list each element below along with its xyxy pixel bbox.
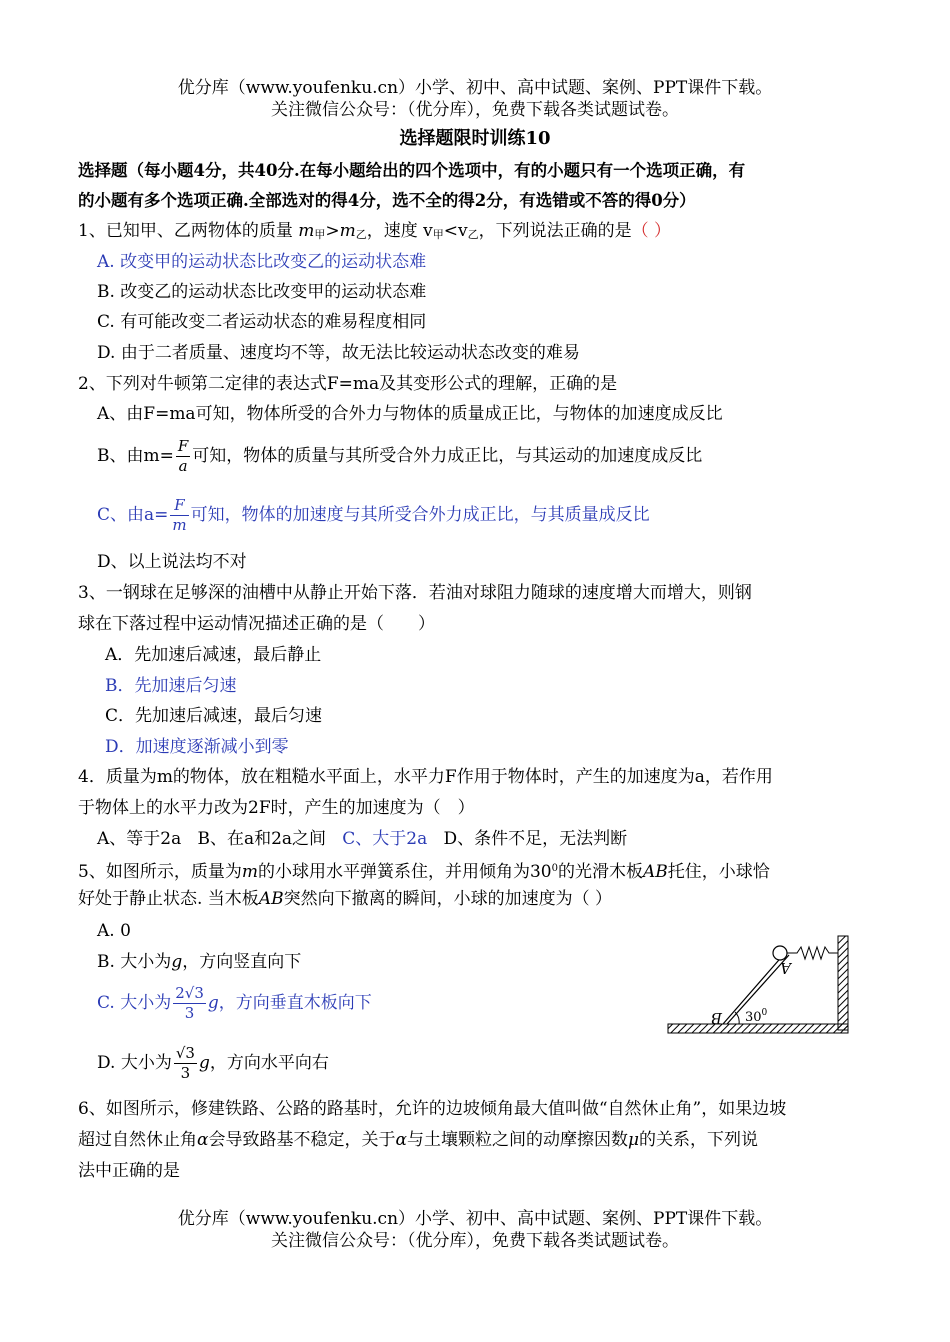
footer-line-2: 关注微信公众号：（优分库），免费下载各类试题试卷。 — [271, 1231, 679, 1251]
q2-c-fraction — [170, 496, 188, 535]
label-a: A — [780, 959, 791, 977]
q1-paren: （ ） — [631, 221, 672, 241]
q2-b-num: F — [177, 437, 189, 455]
q2-b-pre: B、由m= — [97, 446, 174, 466]
q2-c-pre: C、由a= — [97, 505, 169, 525]
q1-option-b: B. 改变乙的运动状态比改变甲的运动状态难 — [97, 282, 427, 302]
q6-line-3: 法中正确的是 — [78, 1161, 180, 1181]
q1-m2: m — [339, 221, 356, 241]
q5-l1-mid: 的小球用水平弹簧系住，并用倾角为30 — [257, 862, 552, 882]
label-b: B — [710, 1009, 722, 1027]
footer-line-1: 优分库（www.youfenku.cn）小学、初中、高中试题、案例、PPT课件下载。 — [177, 1209, 773, 1229]
q2-b-fraction — [176, 437, 190, 476]
angle-label: $30^0$ — [745, 1008, 768, 1025]
q4-option-d: D、条件不足，无法判断 — [443, 829, 628, 849]
instructions-line-2: 的小题有多个选项正确.全部选对的得4分，选不全的得2分，有选错或不答的得0分） — [78, 191, 696, 210]
q5-m: m — [241, 862, 258, 882]
q6-line-2 — [78, 1129, 758, 1151]
q6-l2-pre: 超过自然休止角 — [78, 1130, 197, 1150]
q1-sub-yi2: 乙 — [467, 228, 479, 241]
q5-c-pre: C. 大小为 — [97, 993, 172, 1013]
q3-option-b: B．先加速后匀速 — [105, 676, 237, 696]
q5-l2-end: 突然向下撤离的瞬间，小球的加速度为（ ） — [283, 889, 612, 909]
q5-b-pre: B. 大小为 — [97, 952, 172, 972]
q6-l2-end: 的关系，下列说 — [639, 1130, 759, 1150]
q5-d-den: 3 — [180, 1064, 191, 1082]
q1-end: ，下列说法正确的是 — [478, 221, 632, 241]
q5-line-2 — [78, 888, 612, 910]
ground-hatch — [668, 1024, 848, 1033]
q2-b-post: 可知，物体的质量与其所受合外力成正比，与其运动的加速度成反比 — [192, 446, 703, 466]
q4-option-a: A、等于2a — [97, 829, 182, 849]
q1-m: m — [298, 221, 315, 241]
q2-option-d: D、以上说法均不对 — [97, 552, 247, 572]
q6-mu: μ — [627, 1130, 640, 1150]
q2-b-den: a — [178, 457, 188, 475]
q5-d-post: ，方向水平向右 — [209, 1053, 329, 1073]
wall-hatch — [838, 936, 848, 1030]
q5-l1-end: 托住，小球恰 — [667, 862, 770, 882]
q5-d-g: g — [198, 1053, 210, 1073]
q1-sub-jia: 甲 — [314, 228, 326, 241]
q1-lt: <v — [443, 221, 468, 241]
q1-sub-yi: 乙 — [355, 228, 367, 241]
q5-ab2: AB — [258, 889, 284, 909]
q6-line-1: 6、如图所示，修建铁路、公路的路基时，允许的边坡倾角最大值叫做“自然休止角”，如果边坡 — [78, 1099, 787, 1119]
q5-line-1 — [78, 858, 770, 883]
q3-option-c: C．先加速后减速，最后匀速 — [105, 706, 323, 726]
q6-l2-mid2: 与土壤颗粒之间的动摩擦因数 — [406, 1130, 628, 1150]
q5-d-pre: D. 大小为 — [97, 1053, 172, 1073]
q5-option-d — [97, 1040, 329, 1086]
q2-option-b — [97, 434, 702, 478]
q3-option-d: D．加速度逐渐减小到零 — [105, 737, 289, 757]
page-title: 选择题限时训练10 — [399, 128, 551, 149]
q6-alpha2: α — [395, 1130, 407, 1150]
q3-option-a: A．先加速后减速，最后静止 — [105, 645, 322, 665]
ball — [773, 946, 787, 960]
q1-option-a: A. 改变甲的运动状态比改变乙的运动状态难 — [97, 252, 427, 272]
q5-l2-pre: 好处于静止状态. 当木板 — [78, 889, 259, 909]
q4-option-c: C、大于2a — [342, 829, 428, 849]
spring — [787, 947, 838, 959]
q4-options — [97, 828, 627, 850]
q3-line-1: 3、一钢球在足够深的油槽中从静止开始下落．若油对球阻力随球的速度增大而增大，则钢 — [78, 583, 752, 603]
q2-stem: 2、下列对牛顿第二定律的表达式F=ma及其变形公式的理解，正确的是 — [78, 374, 618, 394]
q5-option-a: A. 0 — [97, 921, 131, 941]
q2-c-num: F — [170, 496, 188, 516]
q6-alpha: α — [197, 1130, 209, 1150]
q3-line-2: 球在下落过程中运动情况描述正确的是（ ） — [78, 614, 435, 634]
q6-l2-mid: 会导致路基不稳定，关于 — [208, 1130, 396, 1150]
q5-c-den: 3 — [184, 1004, 195, 1022]
q2-option-c — [97, 493, 650, 537]
q5-c-fraction — [173, 984, 206, 1023]
q4-line-1: 4．质量为m的物体，放在粗糙水平面上，水平力F作用于物体时，产生的加速度为a，若作用 — [78, 767, 773, 787]
q5-b-post: ，方向竖直向下 — [182, 952, 302, 972]
q5-deg: 0 — [551, 863, 558, 874]
q5-d-num: √3 — [175, 1044, 195, 1062]
header-line-2: 关注微信公众号：（优分库），免费下载各类试题试卷。 — [271, 100, 679, 120]
q5-figure — [665, 932, 855, 1040]
q5-c-num: 2√3 — [175, 984, 204, 1002]
q5-g: g — [171, 952, 183, 972]
q1-mid: ，速度 v — [366, 221, 433, 241]
q5-option-b — [97, 951, 301, 973]
header-line-1: 优分库（www.youfenku.cn）小学、初中、高中试题、案例、PPT课件下载。 — [177, 78, 773, 98]
q2-c-post: 可知，物体的加速度与其所受合外力成正比，与其质量成反比 — [190, 505, 650, 525]
q5-c-g: g — [207, 993, 219, 1013]
q5-d-fraction — [174, 1044, 197, 1083]
q5-c-post: ，方向垂直木板向下 — [218, 993, 372, 1013]
q5-l1-mid2: 的光滑木板 — [557, 862, 643, 882]
q1-gt: > — [325, 221, 340, 241]
q2-option-a: A、由F=ma可知，物体所受的合外力与物体的质量成正比，与物体的加速度成反比 — [97, 404, 723, 424]
q5-l1-pre: 5、如图所示，质量为 — [78, 862, 242, 882]
q1-option-d: D. 由于二者质量、速度均不等，故无法比较运动状态改变的难易 — [97, 343, 580, 363]
q5-ab: AB — [642, 862, 668, 882]
q5-option-c — [97, 980, 372, 1026]
instructions-line-1: 选择题（每小题4分，共40分.在每小题给出的四个选项中，有的小题只有一个选项正确，有 — [78, 161, 746, 180]
q1-stem — [78, 220, 671, 246]
q1-prefix: 1、已知甲、乙两物体的质量 — [78, 221, 293, 241]
q1-sub-jia2: 甲 — [432, 228, 444, 241]
q1-option-c: C. 有可能改变二者运动状态的难易程度相同 — [97, 312, 427, 332]
q4-option-b: B、在a和2a之间 — [197, 829, 327, 849]
q4-line-2: 于物体上的水平力改为2F时，产生的加速度为（ ） — [78, 798, 475, 818]
q2-c-den: m — [172, 516, 187, 534]
